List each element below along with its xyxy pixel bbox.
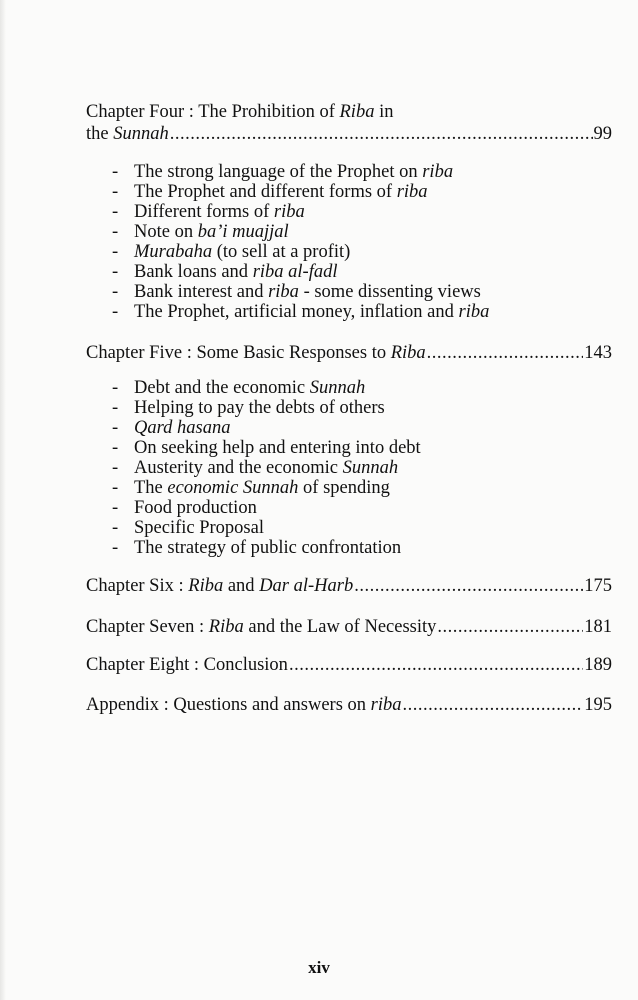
subtopic-italic-term: economic Sunnah xyxy=(167,478,299,498)
subtopic-text: The Prophet and different forms of xyxy=(134,182,397,202)
appendix-entry: Appendix : Questions and answers on riba ..... 195 xyxy=(86,695,612,715)
subtopic-item xyxy=(112,302,489,322)
subtopic-item xyxy=(112,242,350,262)
subtopic-text: Specific Proposal xyxy=(134,518,264,538)
subtopic-item xyxy=(112,518,264,538)
leader-dots xyxy=(289,655,583,675)
subtopic-italic-term: riba xyxy=(396,182,428,202)
subtopic-item xyxy=(112,378,365,398)
bullet-dash: - xyxy=(112,282,119,302)
chapter-five-entry: Chapter Five : Some Basic Responses to Riba ..... 143 xyxy=(86,343,612,363)
bullet-dash: - xyxy=(112,182,119,202)
subtopic-text: Helping to pay the debts of others xyxy=(134,398,385,418)
subtopic-text: The Prophet, artificial money, inflation and xyxy=(134,302,459,322)
subtopic-text: The xyxy=(134,478,168,498)
bullet-dash: - xyxy=(112,262,119,282)
page-footer-number: xiv xyxy=(308,958,330,977)
leader-dots xyxy=(354,576,583,596)
chapter-seven-entry: Chapter Seven : Riba and the Law of Necessity ..... 181 xyxy=(86,617,612,637)
subtopic-text: Austerity and the economic xyxy=(134,458,343,478)
bullet-dash: - xyxy=(112,242,119,262)
subtopic-item xyxy=(112,202,305,222)
subtopic-text: Bank interest and xyxy=(134,282,269,302)
subtopic-item xyxy=(112,162,453,182)
subtopic-item xyxy=(112,478,390,498)
subtopic-text: - some dissenting views xyxy=(298,282,481,302)
subtopic-item xyxy=(112,438,421,458)
subtopic-italic-term: riba xyxy=(422,162,454,182)
bullet-dash: - xyxy=(112,162,119,182)
bullet-dash: - xyxy=(112,438,119,458)
leader-dots xyxy=(427,343,584,363)
bullet-dash: - xyxy=(112,458,119,478)
subtopic-item xyxy=(112,262,337,282)
subtopic-italic-term: riba xyxy=(458,302,490,322)
subtopic-item xyxy=(112,458,398,478)
subtopic-text: The strong language of the Prophet on xyxy=(134,162,423,182)
page-number: 143 xyxy=(584,343,612,363)
chapter-eight-entry: Chapter Eight : Conclusion ..... 189 xyxy=(86,655,612,675)
subtopic-text: Bank loans and xyxy=(134,262,253,282)
bullet-dash: - xyxy=(112,418,119,438)
bullet-dash: - xyxy=(112,302,119,322)
bullet-dash: - xyxy=(112,378,119,398)
subtopic-text: Food production xyxy=(134,498,257,518)
subtopic-text: The strategy of public confrontation xyxy=(134,538,402,558)
bullet-dash: - xyxy=(112,478,119,498)
leader-dots xyxy=(437,617,583,637)
bullet-dash: - xyxy=(112,538,119,558)
subtopic-item xyxy=(112,222,289,242)
subtopic-item xyxy=(112,418,230,438)
subtopic-text: Note on xyxy=(134,222,198,242)
subtopic-item xyxy=(112,182,428,202)
page-number: 195 xyxy=(584,695,612,715)
chapter-six-entry: Chapter Six : Riba and Dar al-Harb ..... 175 xyxy=(86,576,612,596)
subtopic-italic-term: riba xyxy=(268,282,299,302)
subtopic-italic-term: riba al-fadl xyxy=(252,262,338,282)
bullet-dash: - xyxy=(112,222,119,242)
page-number: 189 xyxy=(584,655,612,675)
chapter-four-title: Chapter Four : The Prohibition of Riba in xyxy=(86,102,394,122)
bullet-dash: - xyxy=(112,518,119,538)
chapter-four-entry: the Sunnah ..... 99 xyxy=(86,124,612,144)
page-number: 175 xyxy=(584,576,612,596)
subtopic-item xyxy=(112,398,385,418)
subtopic-italic-term: ba’i muajjal xyxy=(197,222,289,242)
page-binding-shadow xyxy=(0,0,6,1000)
subtopic-text: Different forms of xyxy=(134,202,274,222)
subtopic-italic-term: riba xyxy=(273,202,305,222)
subtopic-text: On seeking help and entering into debt xyxy=(134,438,421,458)
subtopic-italic-term: Sunnah xyxy=(309,378,366,398)
subtopic-italic-term: Murabaha xyxy=(134,242,213,262)
subtopic-italic-term: Sunnah xyxy=(342,458,399,478)
subtopic-italic-term: Qard hasana xyxy=(134,418,231,438)
bullet-dash: - xyxy=(112,398,119,418)
bullet-dash: - xyxy=(112,202,119,222)
subtopic-text: of spending xyxy=(298,478,390,498)
leader-dots xyxy=(403,695,584,715)
subtopic-text: (to sell at a profit) xyxy=(212,242,351,262)
leader-dots xyxy=(170,124,593,144)
subtopic-text: Debt and the economic xyxy=(134,378,310,398)
subtopic-item xyxy=(112,538,401,558)
page-number: 99 xyxy=(593,124,612,144)
subtopic-item xyxy=(112,282,481,302)
subtopic-item xyxy=(112,498,257,518)
bullet-dash: - xyxy=(112,498,119,518)
page-number: 181 xyxy=(584,617,612,637)
